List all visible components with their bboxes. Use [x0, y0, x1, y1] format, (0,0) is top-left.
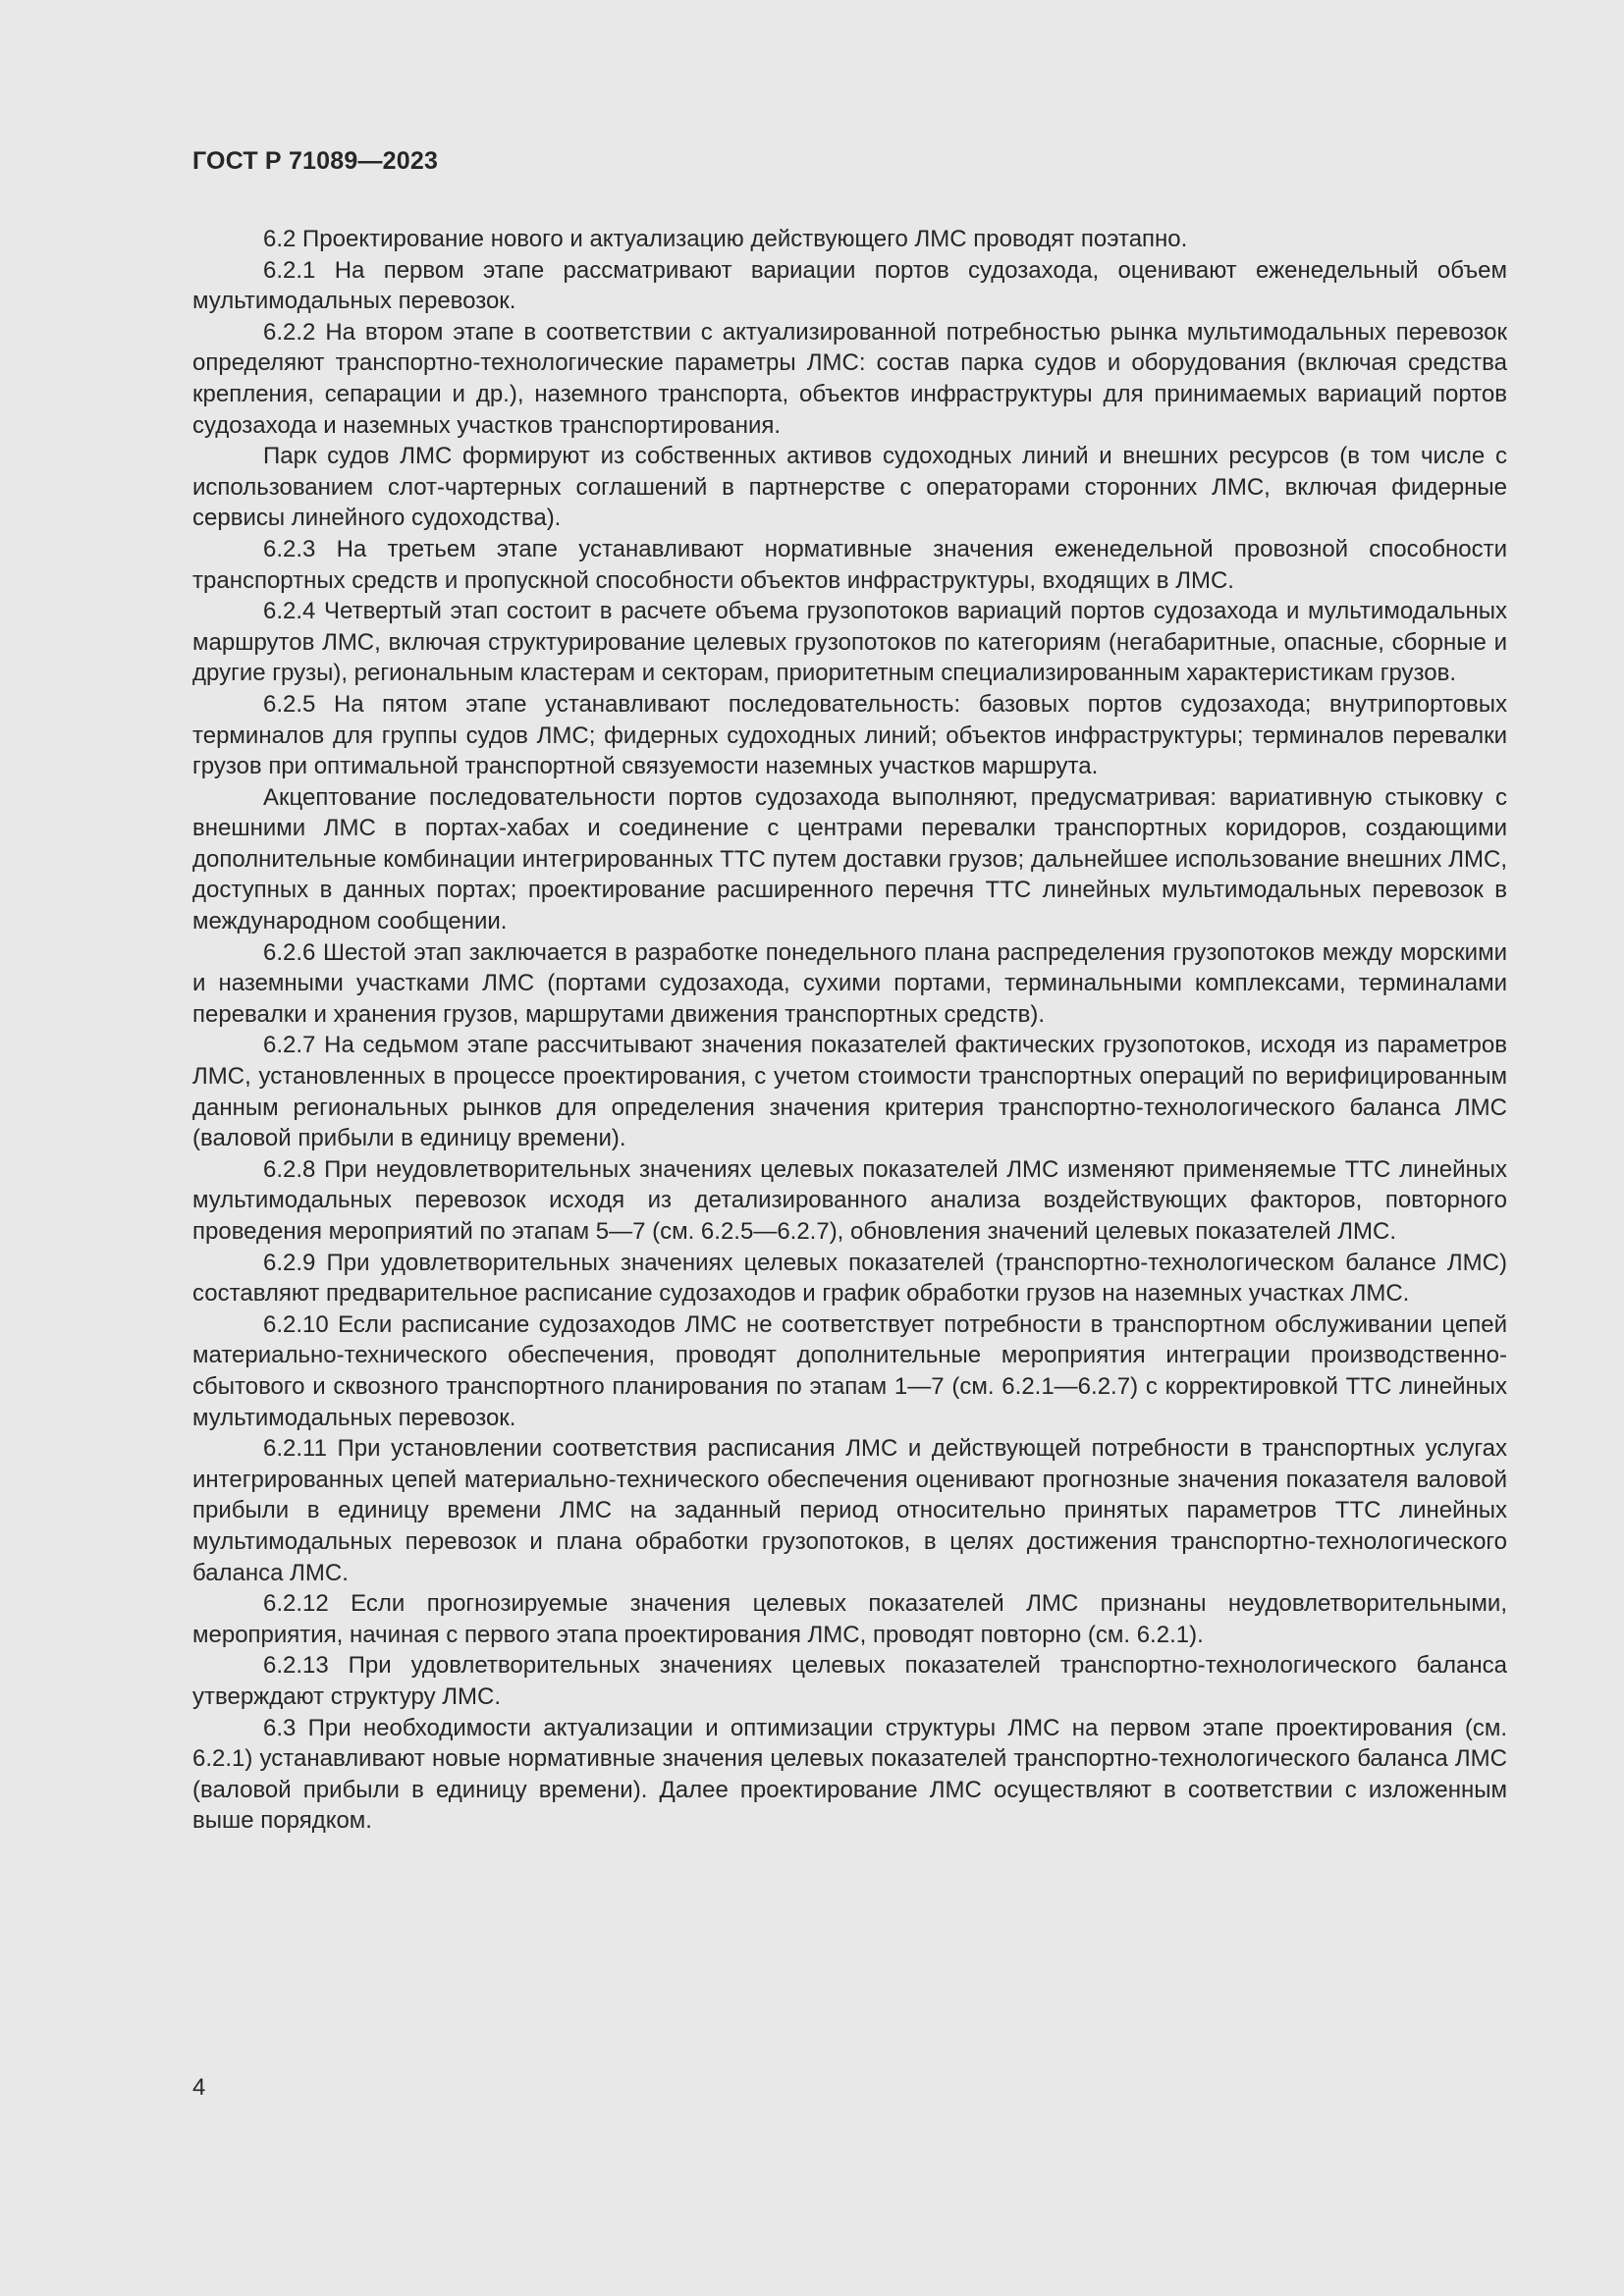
paragraph-6-2-3: 6.2.3 На третьем этапе устанавливают нормативные значения еженедельной провозной способности транспортных средств и пропускной способности объектов инфраструктуры, входящих в ЛМС. — [192, 535, 1507, 594]
paragraph-6-2-12: 6.2.12 Если прогнозируемые значения целевых показателей ЛМС признаны неудовлетворительными, мероприятия, начиная с первого этапа проектирования ЛМС, проводят повторно (см. 6.2.1). — [192, 1590, 1507, 1648]
paragraph-6-2-1: 6.2.1 На первом этапе рассматривают вариации портов судозахода, оценивают еженедельный объем мультимодальных перевозок. — [192, 256, 1507, 315]
paragraph-6-2-9: 6.2.9 При удовлетворительных значениях целевых показателей (транспортно-технологическом балансе ЛМС) составляют предварительное расписание судозаходов и график обработки грузов на наземных участках ЛМС. — [192, 1249, 1507, 1308]
document-header: ГОСТ Р 71089—2023 — [192, 147, 439, 175]
document-body — [192, 224, 1507, 1837]
paragraph-6-2: 6.2 Проектирование нового и актуализацию действующего ЛМС проводят поэтапно. — [263, 226, 1188, 252]
paragraph-6-2-11: 6.2.11 При установлении соответствия расписания ЛМС и действующей потребности в транспортных услугах интегрированных цепей материально-технического обеспечения оценивают прогнозные значения показателя валовой прибыли в единицу времени ЛМС на заданный период относительно принятых параметров ТТС линейных мультимодальных перевозок и плана обработки грузопотоков, в целях достижения транспортно-технологического баланса ЛМС. — [192, 1435, 1507, 1586]
paragraph-6-2-10: 6.2.10 Если расписание судозаходов ЛМС не соответствует потребности в транспортном обслуживании цепей материально-технического обеспечения, проводят дополнительные мероприятия интеграции производственно-сбытового и сквозного транспортного планирования по этапам 1—7 (см. 6.2.1—6.2.7) с корректировкой ТТС линейных мультимодальных перевозок. — [192, 1310, 1507, 1431]
paragraph-6-3: 6.3 При необходимости актуализации и оптимизации структуры ЛМС на первом этапе проектирования (см. 6.2.1) устанавливают новые нормативные значения целевых показателей транспортно-технологического баланса ЛМС (валовой прибыли в единицу времени). Далее проектирование ЛМС осуществляют в соответствии с изложенным выше порядком. — [192, 1714, 1507, 1835]
paragraph-6-2-2: 6.2.2 На втором этапе в соответствии с актуализированной потребностью рынка мультимодальных перевозок определяют транспортно-технологические параметры ЛМС: состав парка судов и оборудования (включая средства крепления, сепарации и др.), наземного транспорта, объектов инфраструктуры для принимаемых вариаций портов судозахода и наземных участков транспортирования. — [192, 318, 1507, 439]
page-number: 4 — [192, 2074, 206, 2101]
paragraph-acceptance: Акцептование последовательности портов судозахода выполняют, предусматривая: вариативную стыковку с внешними ЛМС в портах-хабах и соединение с центрами перевалки транспортных коридоров, создающими дополнительные комбинации интегрированных ТТС путем доставки грузов; дальнейшее использование внешних ЛМС, доступных в данных портах; проектирование расширенного перечня ТТС линейных мультимодальных перевозок в международном сообщении. — [192, 783, 1507, 935]
paragraph-6-2-7: 6.2.7 На седьмом этапе рассчитывают значения показателей фактических грузопотоков, исходя из параметров ЛМС, установленных в процессе проектирования, с учетом стоимости транспортных операций по верифицированным данным региональных рынков для определения значения критерия транспортно-технологического баланса ЛМС (валовой прибыли в единицу времени). — [192, 1032, 1507, 1152]
paragraph-6-2-5: 6.2.5 На пятом этапе устанавливают последовательность: базовых портов судозахода; внутрипортовых терминалов для группы судов ЛМС; фидерных судоходных линий; объектов инфраструктуры; терминалов перевалки грузов при оптимальной транспортной связуемости наземных участков маршрута. — [192, 690, 1507, 780]
paragraph-6-2-4: 6.2.4 Четвертый этап состоит в расчете объема грузопотоков вариаций портов судозахода и мультимодальных маршрутов ЛМС, включая структурирование целевых грузопотоков по категориям (негабаритные, опасные, сборные и другие грузы), региональным кластерам и секторам, приоритетным специализированным характеристикам грузов. — [192, 598, 1507, 687]
paragraph-6-2-13: 6.2.13 При удовлетворительных значениях целевых показателей транспортно-технологического баланса утверждают структуру ЛМС. — [192, 1652, 1507, 1710]
paragraph-6-2-6: 6.2.6 Шестой этап заключается в разработке понедельного плана распределения грузопотоков между морскими и наземными участками ЛМС (портами судозахода, сухими портами, терминальными комплексами, терминалами перевалки и хранения грузов, маршрутами движения транспортных средств). — [192, 938, 1507, 1028]
paragraph-fleet: Парк судов ЛМС формируют из собственных активов судоходных линий и внешних ресурсов (в том числе с использованием слот-чартерных соглашений в партнерстве с операторами сторонних ЛМС, включая фидерные сервисы линейного судоходства). — [192, 443, 1507, 532]
paragraph-6-2-8: 6.2.8 При неудовлетворительных значениях целевых показателей ЛМС изменяют применяемые ТТС линейных мультимодальных перевозок исходя из детализированного анализа воздействующих факторов, повторного проведения мероприятий по этапам 5—7 (см. 6.2.5—6.2.7), обновления значений целевых показателей ЛМС. — [192, 1155, 1507, 1245]
